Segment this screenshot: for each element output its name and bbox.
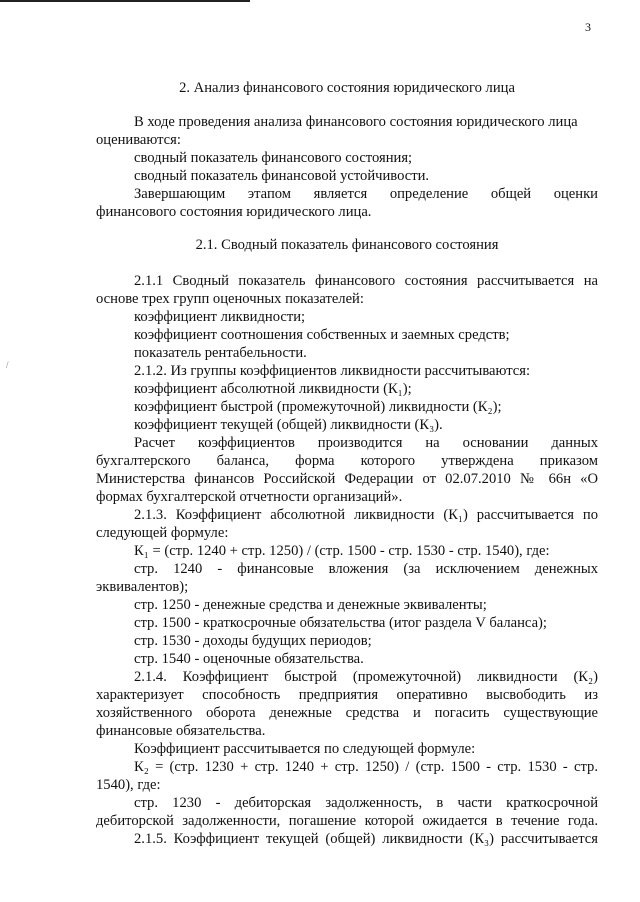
page-number: 3 [585, 20, 591, 34]
text-line: показатель рентабельности. [134, 345, 307, 361]
text-line: сводный показатель финансовой устойчивости. [134, 168, 430, 184]
text-line: 2.1.4. Коэффициент быстрой (промежуточной) ликвидности (К₂) [134, 669, 598, 685]
text-line: эквивалентов); [96, 579, 189, 595]
text-line: К₁ = (стр. 1240 + стр. 1250) / (стр. 1500 - стр. 1530 - стр. 1540), где: [134, 543, 550, 559]
text-line: Расчет коэффициентов производится на основании данных [134, 435, 598, 451]
text-line: сводный показатель финансового состояния; [134, 150, 413, 166]
text-line: К₂ = (стр. 1230 + стр. 1240 + стр. 1250) / (стр. 1500 - стр. 1530 - стр. [134, 759, 598, 775]
text-line: 2.1.2. Из группы коэффициентов ликвидности рассчитываются: [134, 363, 531, 379]
text-line: В ходе проведения анализа финансового состояния юридического лица [134, 114, 578, 130]
top-rule [0, 0, 250, 2]
text-line: дебиторской задолженности, погашение которой ожидается в течение года. [96, 813, 598, 829]
subsection-heading: 2.1. Сводный показатель финансового состояния [195, 237, 499, 253]
text-line: 2.1.5. Коэффициент текущей (общей) ликвидности (К₃) рассчитывается [134, 831, 598, 847]
text-line: Министерства финансов Российской Федерации от 02.07.2010 № 66н «О [96, 471, 598, 487]
text-line: характеризует способность предприятия оперативно высвободить из [96, 687, 598, 703]
text-line: 1540), где: [96, 777, 161, 793]
text-line: оцениваются: [96, 132, 181, 148]
text-line: стр. 1540 - оценочные обязательства. [134, 651, 364, 667]
text-line: формах бухгалтерской отчетности организаций». [96, 489, 403, 505]
text-line: следующей формуле: [96, 525, 229, 541]
text-line: коэффициент соотношения собственных и заемных средств; [134, 327, 510, 343]
text-line: коэффициент быстрой (промежуточной) ликвидности (К₂); [134, 399, 502, 415]
text-line: стр. 1500 - краткосрочные обязательства (итог раздела V баланса); [134, 615, 547, 631]
text-line: 2.1.1 Сводный показатель финансового состояния рассчитывается на [134, 273, 598, 289]
text-line: Завершающим этапом является определение общей оценки [134, 186, 598, 202]
text-line: хозяйственного оборота денежные средства и погасить существующие [96, 705, 598, 721]
text-line: стр. 1530 - доходы будущих периодов; [134, 633, 372, 649]
text-line: 2.1.3. Коэффициент абсолютной ликвидности (К₁) рассчитывается по [134, 507, 598, 523]
text-line: коэффициент текущей (общей) ликвидности (К₃). [134, 417, 443, 433]
text-line: стр. 1230 - дебиторская задолженность, в части краткосрочной [134, 795, 598, 811]
section-heading: 2. Анализ финансового состояния юридического лица [179, 80, 515, 96]
text-line: бухгалтерского баланса, форма которого утверждена приказом [96, 453, 598, 469]
text-line: финансовые обязательства. [96, 723, 266, 739]
text-line: стр. 1250 - денежные средства и денежные эквиваленты; [134, 597, 487, 613]
text-line: стр. 1240 - финансовые вложения (за исключением денежных [134, 561, 598, 577]
text-line: коэффициент ликвидности; [134, 309, 306, 325]
text-line: Коэффициент рассчитывается по следующей формуле: [134, 741, 476, 757]
text-line: финансового состояния юридического лица. [96, 204, 372, 220]
text-line: коэффициент абсолютной ликвидности (К₁); [134, 381, 412, 397]
margin-mark: / [6, 360, 9, 370]
text-line: основе трех групп оценочных показателей: [96, 291, 364, 307]
